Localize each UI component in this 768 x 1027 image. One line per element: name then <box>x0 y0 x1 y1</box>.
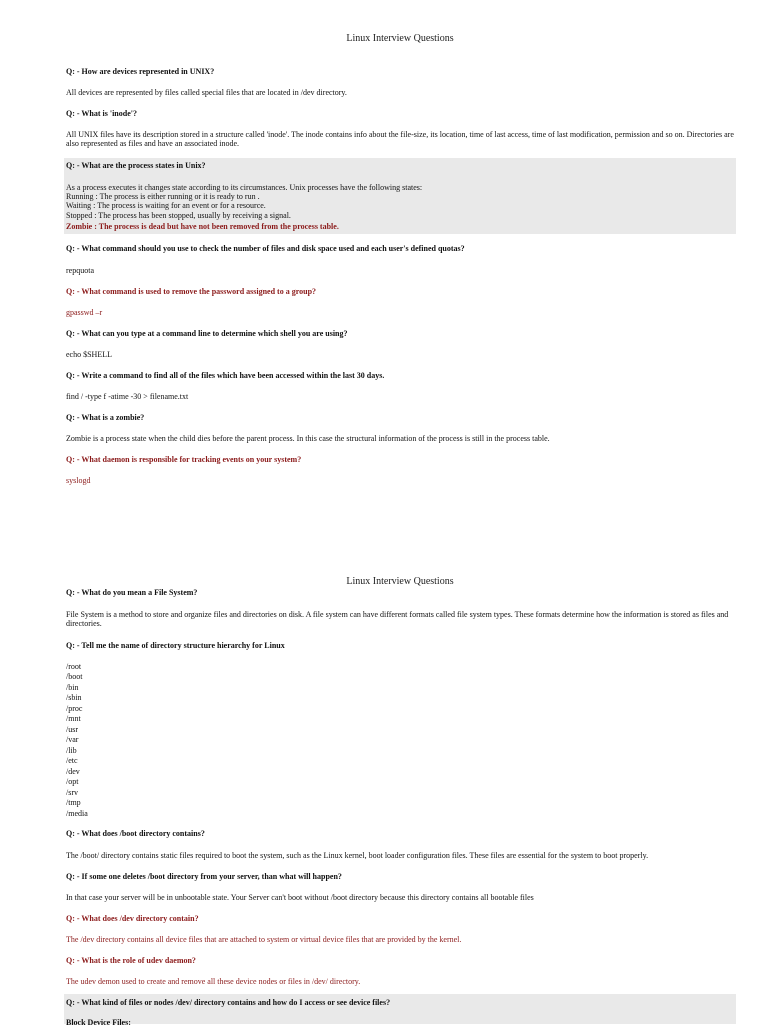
answer-text: All devices are represented by files called special files that are located in /dev directory. <box>66 88 347 97</box>
dir-item: /usr <box>66 725 78 734</box>
process-state-waiting: Waiting : The process is waiting for an event or for a resource. <box>66 201 266 210</box>
answer-text: syslogd <box>66 476 91 485</box>
dir-item: /lib <box>66 746 77 755</box>
question-heading: Q: - What command should you use to check the number of files and disk space used and each user's defined quotas? <box>66 244 465 253</box>
process-state-stopped: Stopped : The process has been stopped, usually by receiving a signal. <box>66 211 291 220</box>
dir-item: /media <box>66 809 88 818</box>
answer-text: File System is a method to store and organize files and directories on disk. A file system can have different formats called file system types. These formats determine how the information is stored as files and directories. <box>66 610 729 628</box>
dir-item: /proc <box>66 704 83 713</box>
process-state-running: Running : The process is either running or it is ready to run . <box>66 192 260 201</box>
dir-item: /srv <box>66 788 78 797</box>
answer-text: The /dev directory contains all device files that are attached to system or virtual device files that are provided by the kernel. <box>66 935 462 944</box>
dir-item: /bin <box>66 683 79 692</box>
page-title: Linux Interview Questions <box>346 33 454 44</box>
answer-text: The /boot/ directory contains static files required to boot the system, such as the Linux kernel, boot loader configuration files. These files are essential for the system to boot properly. <box>66 851 649 860</box>
dir-item: /opt <box>66 777 79 786</box>
question-heading: Q: - How are devices represented in UNIX? <box>66 67 215 76</box>
dir-item: /mnt <box>66 714 81 723</box>
question-heading: Q: - What does /dev directory contain? <box>66 914 199 923</box>
question-heading: Q: - Tell me the name of directory structure hierarchy for Linux <box>66 641 285 650</box>
question-heading: Q: - What are the process states in Unix? <box>66 161 206 170</box>
dir-item: /root <box>66 662 82 671</box>
question-heading: Q: - What command is used to remove the password assigned to a group? <box>66 287 317 296</box>
process-state-zombie: Zombie : The process is dead but have not been removed from the process table. <box>66 222 339 231</box>
answer-text: As a process executes it changes state according to its circumstances. Unix processes have the following states: <box>66 183 423 192</box>
question-heading: Q: - What can you type at a command line to determine which shell you are using? <box>66 329 348 338</box>
answer-text: In that case your server will be in unbootable state. Your Server can't boot without /boot directory because this directory contains all bootable files <box>66 893 534 902</box>
question-heading: Q: - If some one deletes /boot directory from your server, than what will happen? <box>66 872 342 881</box>
answer-text: repquota <box>66 266 94 275</box>
question-heading: Q: - What does /boot directory contains? <box>66 829 205 838</box>
question-heading: Q: - What is 'inode'? <box>66 109 137 118</box>
dir-item: /boot <box>66 672 83 681</box>
answer-text: The udev demon used to create and remove all these device nodes or files in /dev/ directory. <box>66 977 361 986</box>
answer-text: Zombie is a process state when the child dies before the parent process. In this case the structural information of the process is still in the process table. <box>66 434 550 443</box>
answer-text: echo $SHELL <box>66 350 112 359</box>
question-heading: Q: - What do you mean a File System? <box>66 588 198 597</box>
answer-text: find / -type f -atime -30 > filename.txt <box>66 392 189 401</box>
question-heading: Q: - What kind of files or nodes /dev/ directory contains and how do I access or see device files? <box>66 998 391 1007</box>
dir-item: /etc <box>66 756 78 765</box>
answer-text: All UNIX files have its description stored in a structure called 'inode'. The inode contains info about the file-size, its location, time of last access, time of last modification, permission and so on. Directories are also represented as files and have an associated inode. <box>66 130 734 148</box>
question-heading: Q: - What is a zombie? <box>66 413 145 422</box>
page-title: Linux Interview Questions <box>346 576 454 587</box>
question-heading: Q: - What is the role of udev daemon? <box>66 956 196 965</box>
answer-text: Block Device Files: <box>66 1018 131 1027</box>
question-heading: Q: - What daemon is responsible for tracking events on your system? <box>66 455 302 464</box>
dir-item: /var <box>66 735 79 744</box>
dir-item: /dev <box>66 767 80 776</box>
answer-text: gpasswd –r <box>66 308 103 317</box>
question-heading: Q: - Write a command to find all of the files which have been accessed within the last 30 days. <box>66 371 385 380</box>
dir-item: /tmp <box>66 798 81 807</box>
dir-item: /sbin <box>66 693 82 702</box>
